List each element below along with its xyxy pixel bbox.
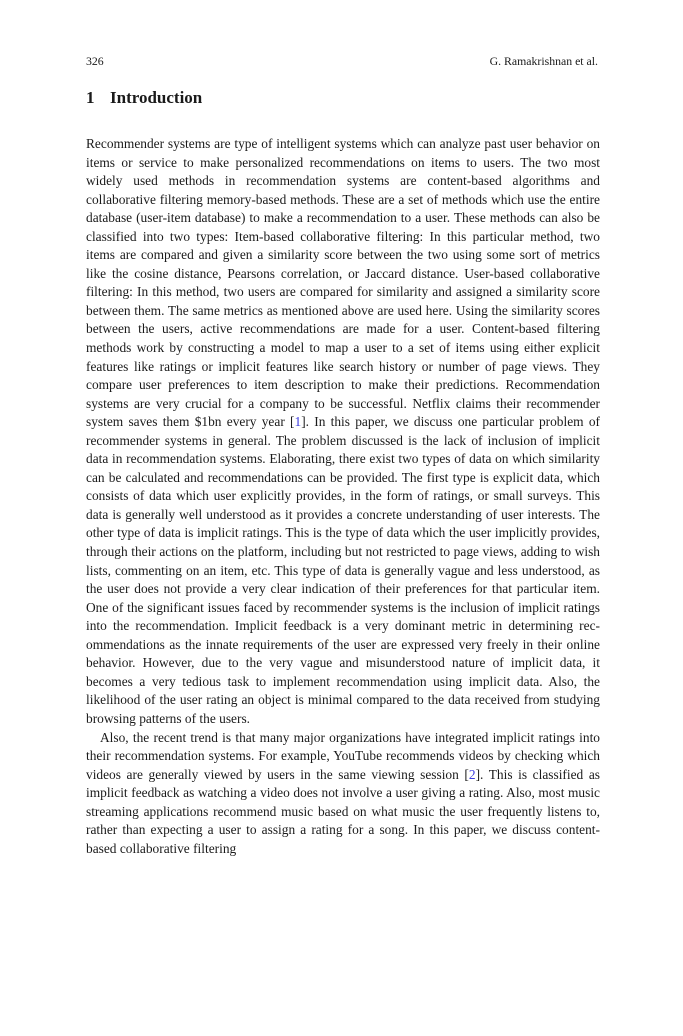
text-run: ]. In this paper, we discuss one particular problem of recommender systems in general. The problem discussed is the lack of inclusion of implicit data in recommendation systems. Elaborating, there exist two types of data on which similarity can be calculated and recommendations can be provided. The first type is explicit data, which consists of data which user explicitly provides, in the form of ratings, or small surveys. This data is generally well understood as it provides a concrete understanding of user interests. The other type of data is implicit ratings. This is the type of data which the user implicitly provides, through their actions on the platform, including but not restricted to page views, adding to wish lists, commenting on an item, etc. This type of data is generally vague and less understood, as the user does not provide a very clear indication of their preferences for that particular item. One of the significant issues faced by recommender systems is the inclusion of implicit ratings into the recommendation. Implicit feedback is a very dominant metric in determining recommendations as the innate requirements of the user are expressed very freely in their online behavior. However, due to the very vague and misunderstood nature of implicit data, it becomes a very tedious task to implement recommendation using implicit data. Also, the likelihood of the user rating an object is minimal compared to the data received from studying browsing patterns of the users.	[86, 414, 600, 726]
citation-link[interactable]: 1	[294, 414, 302, 430]
paragraph-1	[86, 135, 600, 729]
text-run: Also, the recent trend is that many major organizations have integrated implicit ratings into their recommendation systems. For example, YouTube recommends videos by checking which videos are generally viewed by users in the same viewing session [	[86, 729, 600, 782]
citation-link[interactable]: 2	[468, 766, 476, 782]
text-run: ]. This is classified as implicit feedback as watching a video does not involve a user giving a rating. Also, most music streaming applications recommend music based on what music the user frequently listens to, rather than expecting a user to assign a rating for a song. In this paper, we discuss content-based collaborative filtering	[86, 766, 600, 856]
running-head-authors: G. Ramakrishnan et al.	[489, 54, 598, 68]
section-heading	[86, 87, 202, 109]
section-number: 1	[86, 88, 95, 107]
page-number: 326	[86, 54, 104, 68]
section-title: Introduction	[110, 88, 203, 107]
body-text	[86, 135, 600, 858]
text-run: Recommender systems are type of intelligent systems which can analyze past user behavior on items or service to make personalized recommendations on items to users. The two most widely used methods in recommendation systems are content-based algorithms and collaborative filtering memory-based methods. These are a set of methods which use the entire database (user-item database) to make a recommendation to a user. These methods can also be classified into two types: Item-based collaborative filtering: In this particular method, two items are compared and given a similarity score between the two using some sort of metrics like the cosine distance, Pearsons correlation, or Jaccard distance. User-based collaborative filtering: In this method, two users are compared for similarity and assigned a similarity score between them. The same metrics as mentioned above are used here. Using the similarity scores between the users, active recommendations are made for a user. Content-based filtering methods work by constructing a model to map a user to a set of items using either explicit features like ratings or implicit features like search history or number of page views. They compare user preferences to item description to make their predictions. Recommendation systems are very crucial for a company to be successful. Netflix claims their recommender system saves them $1bn every year [	[86, 136, 600, 430]
paragraph-2	[86, 729, 600, 859]
